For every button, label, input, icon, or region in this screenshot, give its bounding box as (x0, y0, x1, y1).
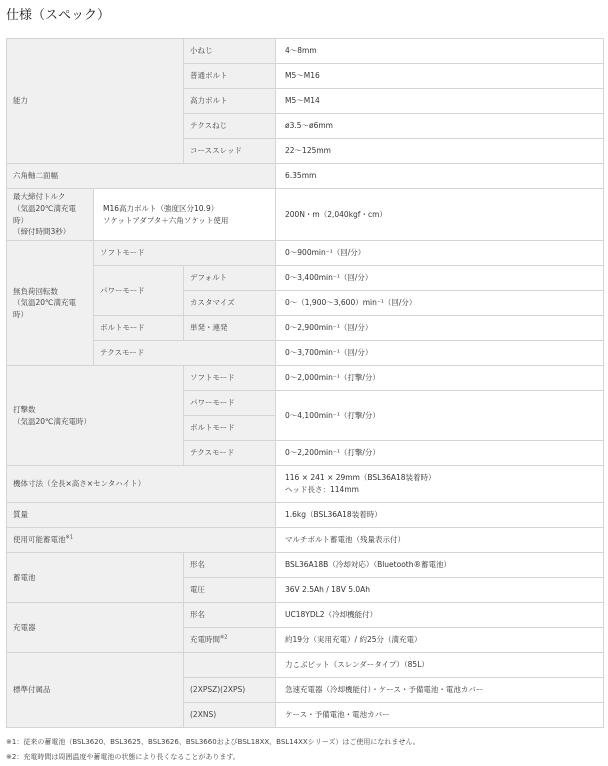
value-charger-model: UC18YDL2（冷却機能付） (276, 603, 604, 628)
value-accessories-row1: 力こぶビット（スレンダータイプ）（85L） (276, 653, 604, 678)
max-torque-condition: M16高力ボルト（強度区分10.9） ソケットアダプタ＋六角ソケット使用 (94, 189, 276, 241)
row-label-dimensions: 機体寸法（全長×高さ×センタハイト） (7, 466, 276, 503)
row-label-speed-power-custom: カスタマイズ (184, 291, 276, 316)
value-impact-power-bolt: 0～4,100min⁻¹（打撃/分） (276, 391, 604, 441)
value-battery-model: BSL36A18B（冷却対応）（Bluetooth®蓄電池） (276, 553, 604, 578)
row-label-coarse-thread: コーススレッド (184, 139, 276, 164)
value-battery-voltage: 36V 2.5Ah / 18V 5.0Ah (276, 578, 604, 603)
row-label-accessories: 標準付属品 (7, 653, 184, 728)
row-label-battery-model: 形名 (184, 553, 276, 578)
table-row (7, 266, 604, 291)
value-accessories-row3: ケース・予備電池・電池カバー (276, 703, 604, 728)
table-row (7, 528, 604, 553)
value-hex-shank: 6.35mm (276, 164, 604, 189)
value-speed-soft: 0～900min⁻¹（回/分） (276, 241, 604, 266)
value-accessories-row2: 急速充電器（冷却機能付）・ケース・予備電池・電池カバー (276, 678, 604, 703)
table-row (7, 553, 604, 578)
value-charge-time: 約19分（実用充電）/ 約25分（満充電） (276, 628, 604, 653)
row-label-charger-model: 形名 (184, 603, 276, 628)
table-row (7, 189, 604, 241)
row-label-charge-time: 充電時間$^{※2}$ (184, 628, 276, 653)
row-label-impact-rate: 打撃数 （気温20℃満充電時） (7, 366, 184, 466)
table-row (7, 164, 604, 189)
row-label-speed-power-default: デフォルト (184, 266, 276, 291)
footnote-ref-2: ※2 (220, 634, 228, 641)
page-title: 仕様（スペック） (6, 8, 111, 23)
row-label-usable-battery: 使用可能蓄電池$^{※1}$ (7, 528, 276, 553)
footnotes (6, 735, 420, 765)
row-label-impact-soft: ソフトモード (184, 366, 276, 391)
value-small-screw: 4～8mm (276, 39, 604, 64)
row-label-battery: 蓄電池 (7, 553, 184, 603)
row-label-speed-soft: ソフトモード (94, 241, 276, 266)
footnote-ref-1: ※1 (65, 534, 73, 541)
value-normal-bolt: M5～M16 (276, 64, 604, 89)
footnote-1: ※1：従来の蓄電池（BSL3620、BSL3625、BSL3626、BSL3660およびBSL18XX、BSL14XXシリーズ）はご使用になれません。 (6, 738, 420, 746)
table-row (7, 653, 604, 678)
row-label-accessories-row2: (2XPSZ)(2XPS) (184, 678, 276, 703)
value-coarse-thread: 22～125mm (276, 139, 604, 164)
value-max-torque: 200N・m（2,040kgf・cm） (276, 189, 604, 241)
value-tek-screw: ø3.5～ø6mm (276, 114, 604, 139)
table-row (7, 366, 604, 391)
row-label-hs-bolt: 高力ボルト (184, 89, 276, 114)
table-row (7, 316, 604, 341)
row-label-mass: 質量 (7, 503, 276, 528)
table-row (7, 466, 604, 503)
row-label-speed-bolt-sub: 単発・連発 (184, 316, 276, 341)
row-label-speed-power: パワーモード (94, 266, 184, 316)
value-speed-power-default: 0～3,400min⁻¹（回/分） (276, 266, 604, 291)
row-label-no-load-speed: 無負荷回転数 （気温20℃満充電時） (7, 241, 94, 366)
row-label-speed-tek: テクスモード (94, 341, 276, 366)
spec-table (6, 38, 604, 728)
row-label-impact-bolt: ボルトモード (184, 416, 276, 441)
row-label-max-torque: 最大締付トルク （気温20℃満充電時） （締付時間3秒） (7, 189, 94, 241)
value-speed-tek: 0～3,700min⁻¹（回/分） (276, 341, 604, 366)
row-label-small-screw: 小ねじ (184, 39, 276, 64)
row-label-capacity: 能力 (7, 39, 184, 164)
row-label-tek-screw: テクスねじ (184, 114, 276, 139)
value-impact-soft: 0～2,000min⁻¹（打撃/分） (276, 366, 604, 391)
row-label-impact-tek: テクスモード (184, 441, 276, 466)
value-usable-battery: マルチボルト蓄電池（残量表示付） (276, 528, 604, 553)
row-label-battery-voltage: 電圧 (184, 578, 276, 603)
row-label-speed-bolt: ボルトモード (94, 316, 184, 341)
value-dimensions: 116 × 241 × 29mm（BSL36A18装着時） ヘッド長さ：114mm (276, 466, 604, 503)
footnote-2: ※2：充電時間は周囲温度や蓄電池の状態により長くなることがあります。 (6, 753, 240, 761)
table-row (7, 39, 604, 64)
value-speed-bolt: 0～2,900min⁻¹（回/分） (276, 316, 604, 341)
row-label-accessories-row1 (184, 653, 276, 678)
row-label-hex-shank: 六角軸二面幅 (7, 164, 276, 189)
value-mass: 1.6kg（BSL36A18装着時） (276, 503, 604, 528)
table-row (7, 341, 604, 366)
row-label-normal-bolt: 普通ボルト (184, 64, 276, 89)
value-impact-tek: 0～2,200min⁻¹（打撃/分） (276, 441, 604, 466)
table-row (7, 603, 604, 628)
row-label-accessories-row3: (2XNS) (184, 703, 276, 728)
table-row (7, 503, 604, 528)
value-speed-power-custom: 0～（1,900～3,600）min⁻¹（回/分） (276, 291, 604, 316)
row-label-charger: 充電器 (7, 603, 184, 653)
row-label-impact-power: パワーモード (184, 391, 276, 416)
value-hs-bolt: M5～M14 (276, 89, 604, 114)
table-row (7, 241, 604, 266)
